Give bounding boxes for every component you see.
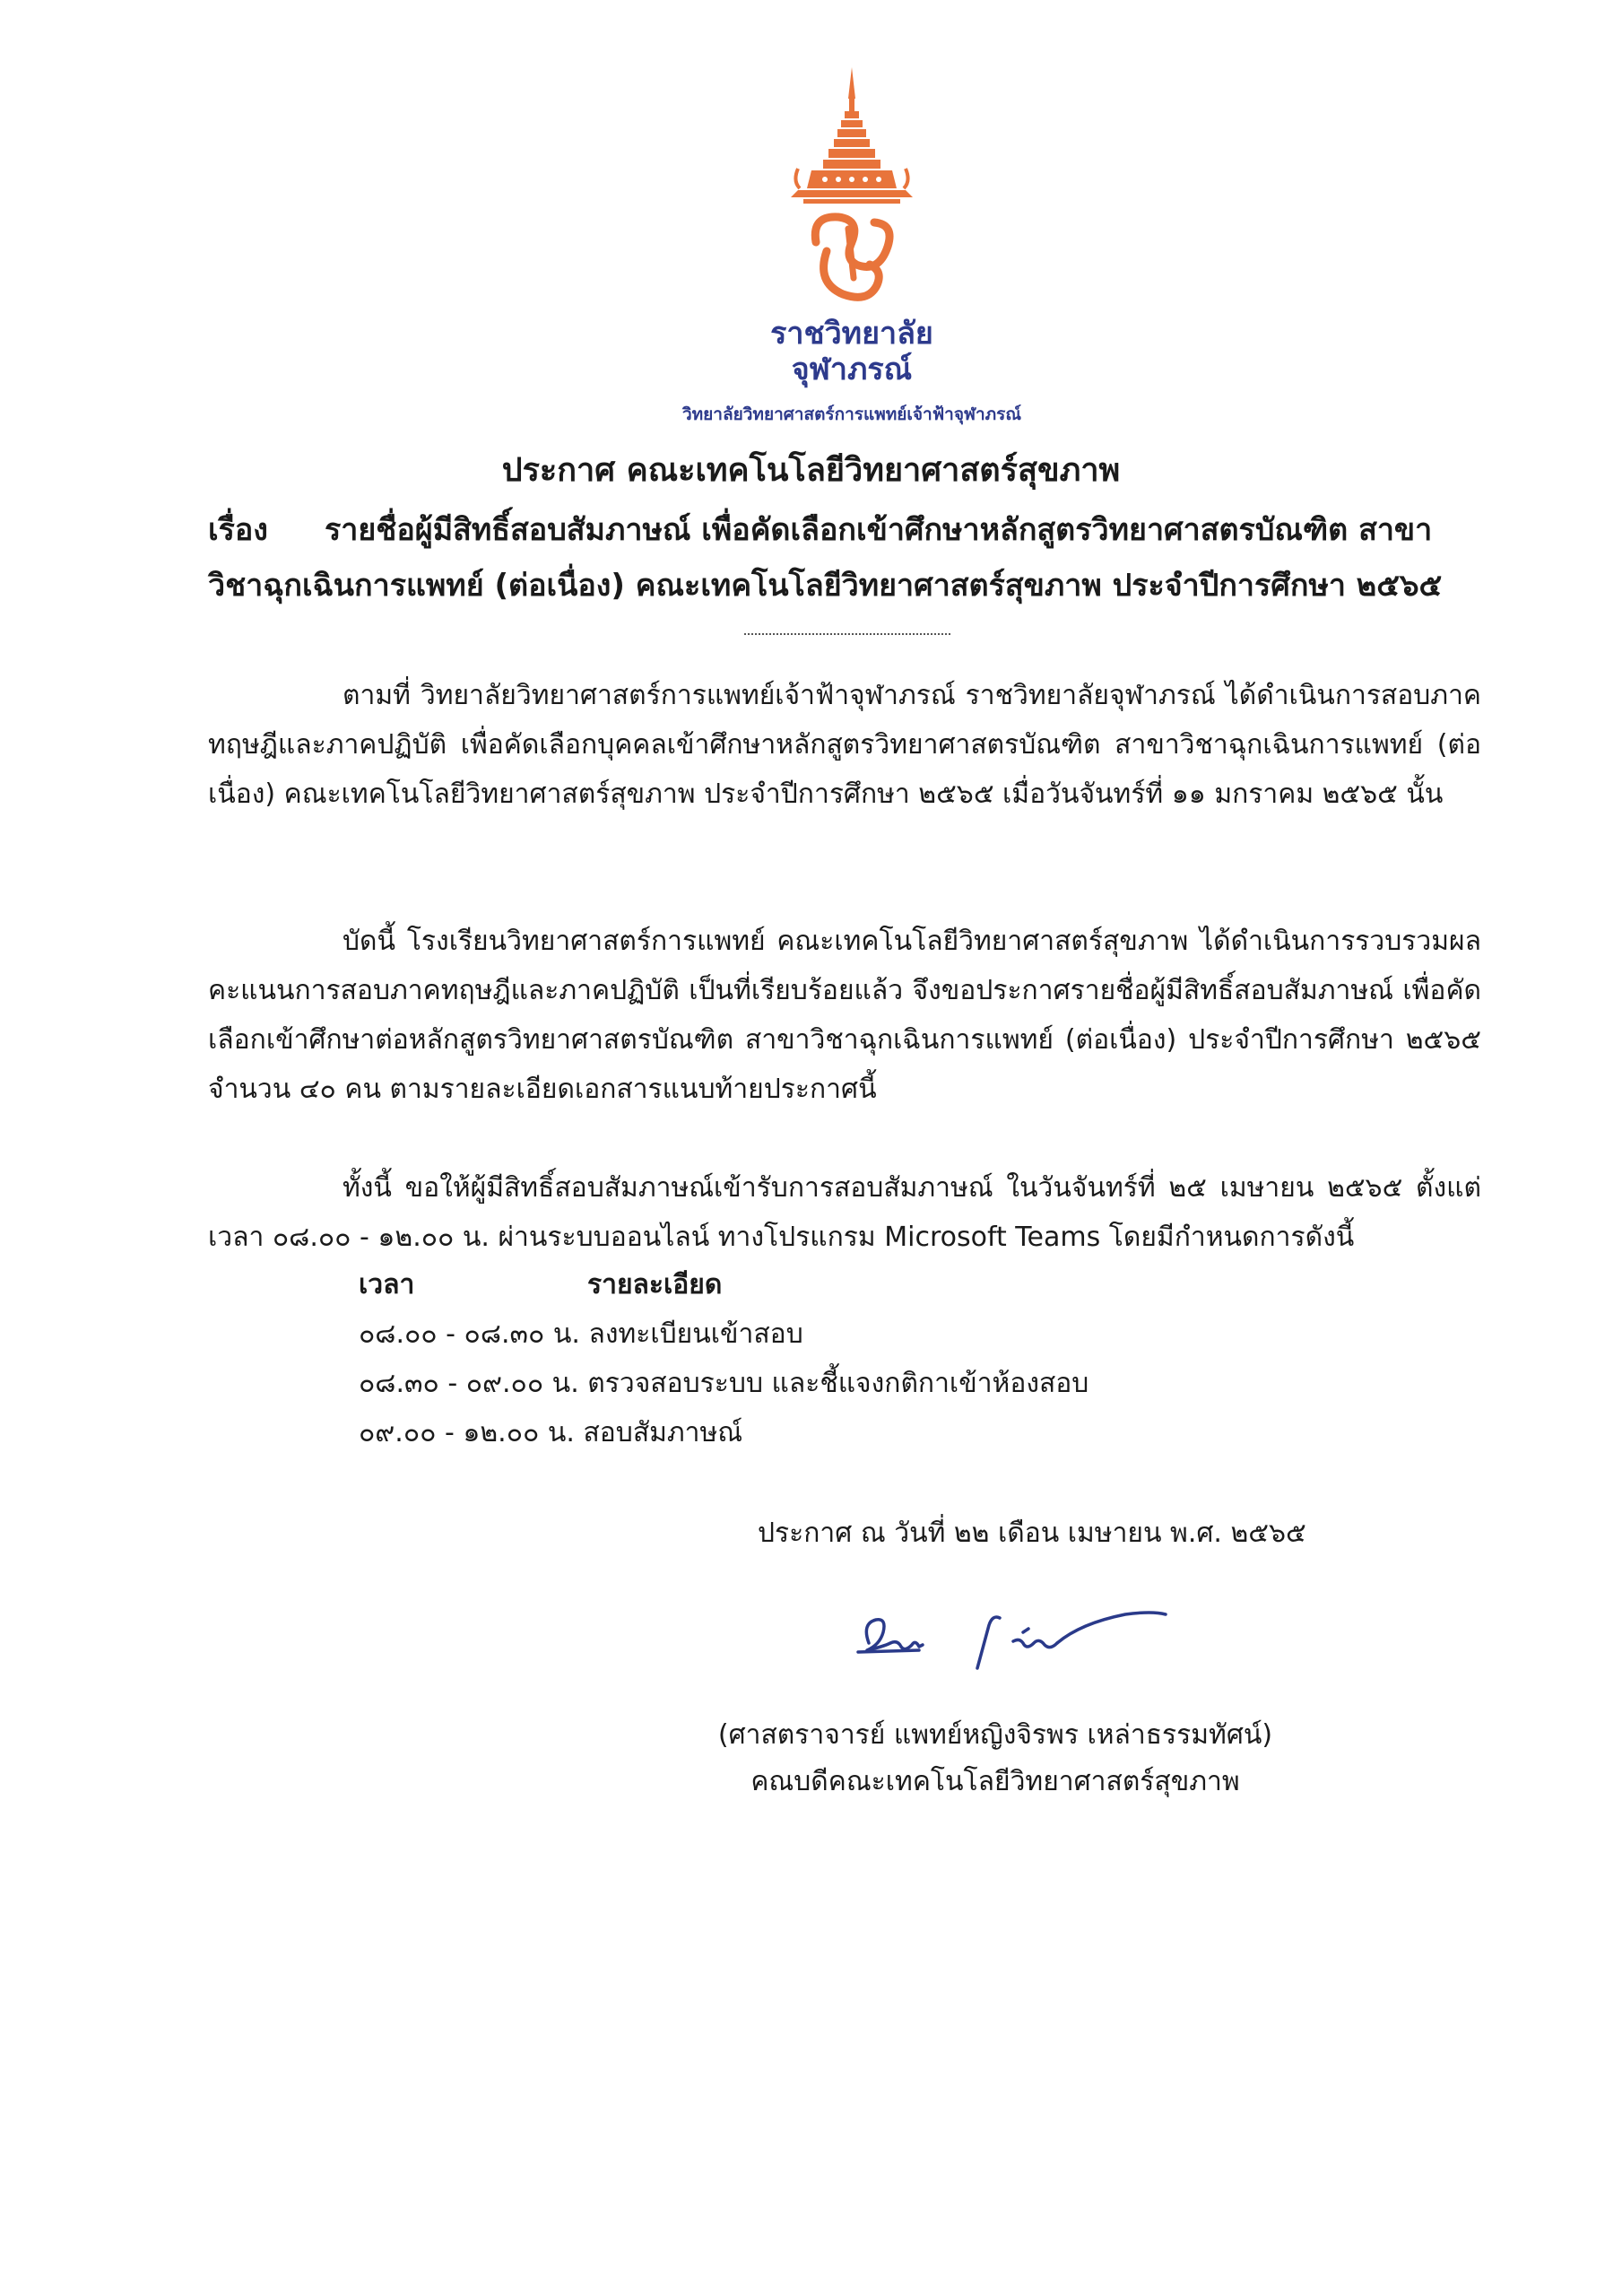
signer-name: (ศาสตราจารย์ แพทย์หญิงจิรพร เหล่าธรรมทัศน์) (717, 1719, 1273, 1751)
schedule-row (359, 1309, 1255, 1359)
subject-line2: วิชาฉุกเฉินการแพทย์ (ต่อเนื่อง) คณะเทคโนโลยีวิทยาศาสตร์สุขภาพ ประจำปีการศึกษา ๒๕๖๕ (208, 568, 1443, 604)
paragraph-2-text: บัดนี้ โรงเรียนวิทยาศาสตร์การแพทย์ คณะเทคโนโลยีวิทยาศาสตร์สุขภาพ ได้ดำเนินการรวบรวมผลคะแนนการสอบภาคทฤษฎีและภาคปฏิบัติ เป็นที่เรียบร้อยแล้ว จึงขอประกาศรายชื่อผู้มีสิทธิ์สอบสัมภาษณ์ เพื่อคัดเลือกเข้าศึกษาต่อหลักสูตรวิทยาศาสตรบัณฑิต สาขาวิชาฉุกเฉินการแพทย์ (ต่อเนื่อง) ประจำปีการศึกษา ๒๕๖๕ จำนวน ๔๐ คน ตามรายละเอียดเอกสารแนบท้ายประกาศนี้ (208, 926, 1481, 1105)
signature-image (856, 1587, 1179, 1686)
announcement-date: ประกาศ ณ วันที่ ๒๒ เดือน เมษายน พ.ศ. ๒๕๖๕ (758, 1518, 1306, 1549)
schedule-row-time: ๐๘.๐๐ - ๐๘.๓๐ น. (359, 1318, 580, 1350)
schedule-header-detail: รายละเอียด (587, 1269, 723, 1300)
logo-name-line2: จุฬาภรณ์ (791, 352, 913, 387)
subject-label: เรื่อง (208, 512, 268, 548)
announcement-subject (208, 502, 1481, 613)
schedule-row-time: ๐๙.๐๐ - ๑๒.๐๐ น. (359, 1417, 575, 1448)
logo-name-line1: ราชวิทยาลัย (770, 316, 933, 352)
paragraph-3-text: ทั้งนี้ ขอให้ผู้มีสิทธิ์สอบสัมภาษณ์เข้ารับการสอบสัมภาษณ์ ในวันจันทร์ที่ ๒๕ เมษายน ๒๕๖๕ ตั้งแต่เวลา ๐๘.๐๐ - ๑๒.๐๐ น. ผ่านระบบออนไลน์ ทางโปรแกรม Microsoft Teams โดยมีกำหนดการดังนี้ (208, 1172, 1481, 1253)
schedule-row (359, 1408, 1255, 1457)
schedule-header-time: เวลา (359, 1269, 415, 1300)
institution-logo (610, 63, 1094, 439)
body-paragraph-1 (208, 671, 1481, 819)
schedule-row-detail: สอบสัมภาษณ์ (583, 1417, 743, 1448)
body-paragraph-2 (208, 917, 1481, 1114)
schedule-row-time: ๐๘.๓๐ - ๐๙.๐๐ น. (359, 1368, 579, 1399)
schedule-row (359, 1359, 1255, 1408)
dotted-separator (744, 633, 950, 635)
schedule-header-row (359, 1260, 1255, 1309)
signer-title: คณบดีคณะเทคโนโลยีวิทยาศาสตร์สุขภาพ (750, 1766, 1240, 1797)
schedule-row-detail: ลงทะเบียนเข้าสอบ (588, 1318, 803, 1350)
royal-crown-emblem-icon (762, 63, 941, 323)
schedule-row-detail: ตรวจสอบระบบ และชี้แจงกติกาเข้าห้องสอบ (587, 1368, 1089, 1399)
logo-subtitle: วิทยาลัยวิทยาศาสตร์การแพทย์เจ้าฟ้าจุฬาภรณ์ (681, 404, 1021, 424)
subject-line1: รายชื่อผู้มีสิทธิ์สอบสัมภาษณ์ เพื่อคัดเลือกเข้าศึกษาหลักสูตรวิทยาศาสตรบัณฑิต สาขา (325, 512, 1433, 548)
body-paragraph-3 (208, 1163, 1481, 1262)
schedule-table (359, 1260, 1255, 1457)
paragraph-1-text: ตามที่ วิทยาลัยวิทยาศาสตร์การแพทย์เจ้าฟ้าจุฬาภรณ์ ราชวิทยาลัยจุฬาภรณ์ ได้ดำเนินการสอบภาคทฤษฎีและภาคปฏิบัติ เพื่อคัดเลือกบุคคลเข้าศึกษาหลักสูตรวิทยาศาสตรบัณฑิต สาขาวิชาฉุกเฉินการแพทย์ (ต่อเนื่อง) คณะเทคโนโลยีวิทยาศาสตร์สุขภาพ ประจำปีการศึกษา ๒๕๖๕ เมื่อวันจันทร์ที่ ๑๑ มกราคม ๒๕๖๕ นั้น (208, 680, 1481, 810)
announcement-title: ประกาศ คณะเทคโนโลยีวิทยาศาสตร์สุขภาพ (501, 452, 1121, 489)
